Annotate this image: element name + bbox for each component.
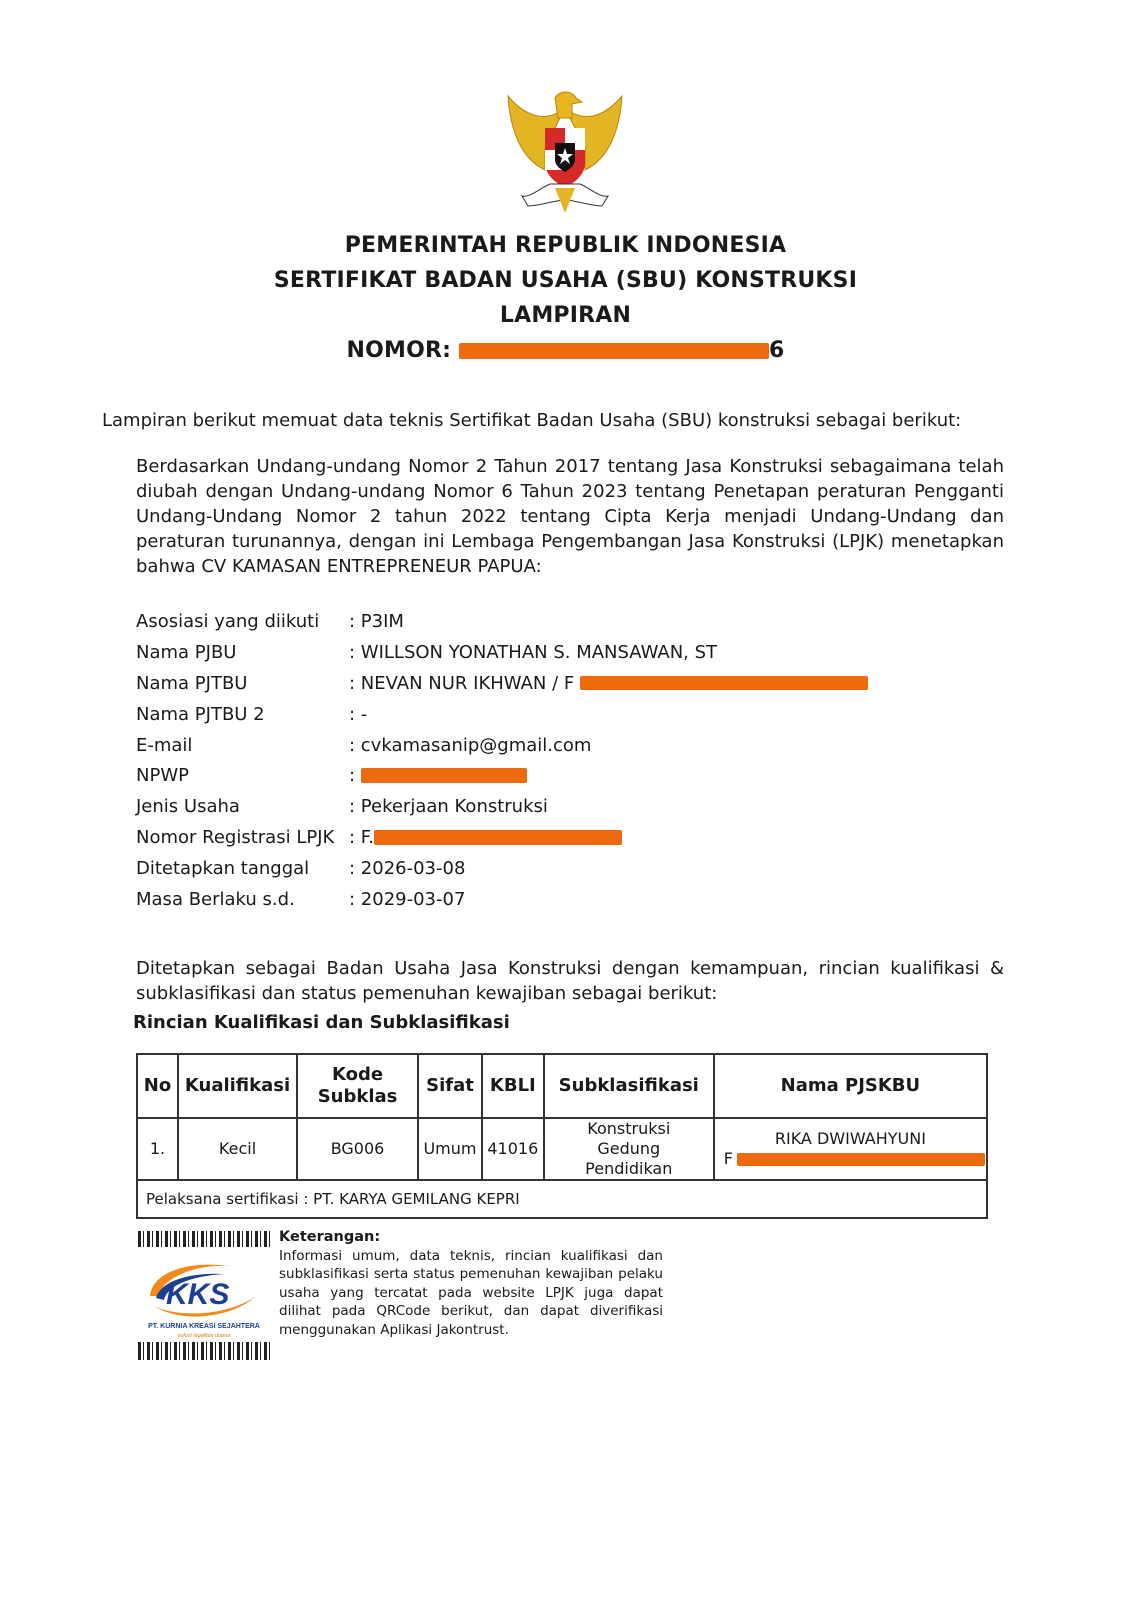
pjskbu-name: RIKA DWIWAHYUNI xyxy=(774,1129,926,1148)
intro-text: Lampiran berikut memuat data teknis Sertifikat Badan Usaha (SBU) konstruksi sebagai berikut: xyxy=(102,410,962,431)
header-line-2: SERTIFIKAT BADAN USAHA (SBU) KONSTRUKSI xyxy=(273,268,858,293)
field-label: Nama PJTBU xyxy=(136,672,248,694)
pjskbu-id-prefix: F xyxy=(723,1149,733,1168)
table-header-row xyxy=(137,1054,987,1118)
field-masa-berlaku xyxy=(136,884,868,915)
field-label: Ditetapkan tanggal xyxy=(136,858,310,880)
cell-kbli: 41016 xyxy=(482,1118,544,1180)
col-kode-subklas: Kode Subklas xyxy=(297,1054,418,1118)
field-value: : 2026-03-08 xyxy=(349,858,466,880)
qr-code-bottom-icon xyxy=(138,1342,270,1360)
qualification-table xyxy=(136,1053,988,1219)
cell-kualifikasi: Kecil xyxy=(178,1118,297,1180)
field-email xyxy=(136,730,868,761)
field-value: : P3IM xyxy=(349,610,404,632)
header-line-3: LAMPIRAN xyxy=(499,303,632,328)
qr-code-top-icon xyxy=(138,1231,270,1247)
table-row xyxy=(137,1118,987,1180)
field-label: Jenis Usaha xyxy=(136,796,240,818)
garuda-emblem-icon xyxy=(500,88,630,220)
field-pjtbu-2 xyxy=(136,699,868,730)
field-jenis-usaha xyxy=(136,791,868,822)
logo-company: PT. KURNIA KREASI SEJAHTERA xyxy=(148,1323,260,1330)
col-nama-pjskbu: Nama PJSKBU xyxy=(714,1054,987,1118)
field-npwp xyxy=(136,760,868,791)
cell-no: 1. xyxy=(137,1118,178,1180)
field-ditetapkan xyxy=(136,853,868,884)
nomor-redaction xyxy=(459,343,769,359)
cell-subklasifikasi: Konstruksi Gedung Pendidikan xyxy=(544,1118,714,1180)
field-registrasi-lpjk xyxy=(136,822,868,853)
field-label: Nama PJTBU 2 xyxy=(136,703,265,725)
table-footer-row xyxy=(137,1180,987,1218)
field-asosiasi xyxy=(136,606,868,637)
field-label: Masa Berlaku s.d. xyxy=(136,888,295,910)
col-no: No xyxy=(137,1054,178,1118)
determination-paragraph: Ditetapkan sebagai Badan Usaha Jasa Konstruksi dengan kemampuan, rincian kualifikasi & subklasifikasi dan status pemenuhan kewajiban sebagai berikut: xyxy=(136,958,1004,1004)
col-kualifikasi: Kualifikasi xyxy=(178,1054,297,1118)
cell-pjskbu xyxy=(714,1118,987,1180)
field-label: Nomor Registrasi LPJK xyxy=(136,827,335,849)
cell-kode: BG006 xyxy=(297,1118,418,1180)
col-sifat: Sifat xyxy=(418,1054,482,1118)
field-label: Nama PJBU xyxy=(136,641,237,663)
field-value: : xyxy=(349,765,361,787)
logo-tagline: solusi legalitas utama xyxy=(177,1333,231,1339)
npwp-redaction xyxy=(361,768,527,783)
field-value: : cvkamasanip@gmail.com xyxy=(349,734,592,756)
field-value: : WILLSON YONATHAN S. MANSAWAN, ST xyxy=(349,641,718,663)
document-header xyxy=(0,228,1131,368)
field-value: : F. xyxy=(349,827,374,849)
pelaksana-sertifikasi: Pelaksana sertifikasi : PT. KARYA GEMILANG KEPRI xyxy=(137,1180,987,1218)
field-label: Asosiasi yang diikuti xyxy=(136,610,320,632)
col-subklasifikasi: Subklasifikasi xyxy=(544,1054,714,1118)
col-kbli: KBLI xyxy=(482,1054,544,1118)
nomor-label: NOMOR: xyxy=(346,338,459,363)
keterangan-title: Keterangan: xyxy=(279,1229,381,1245)
header-line-1: PEMERINTAH REPUBLIK INDONESIA xyxy=(344,233,787,258)
field-value: : - xyxy=(349,703,368,725)
pjskbu-id-redaction xyxy=(737,1153,985,1166)
registrasi-redaction xyxy=(374,830,622,845)
nomor-line xyxy=(0,333,1131,368)
keterangan-body: Informasi umum, data teknis, rincian kualifikasi dan subklasifikasi serta status pemenuhan kewajiban pelaku usaha yang tercatat pada website LPJK juga dapat dilihat pada QRCode berikut, dan dapat diverifikasi menggunakan Aplikasi Jakontrust. xyxy=(279,1247,663,1338)
table-title: Rincian Kualifikasi dan Subklasifikasi xyxy=(133,1012,510,1033)
field-pjtbu xyxy=(136,668,868,699)
field-label: NPWP xyxy=(136,765,189,787)
kks-logo-icon xyxy=(138,1252,270,1342)
field-value: : Pekerjaan Konstruksi xyxy=(349,796,548,818)
field-pjbu xyxy=(136,637,868,668)
field-value: : 2029-03-07 xyxy=(349,888,466,910)
field-label: E-mail xyxy=(136,734,193,756)
logo-mark: KKS xyxy=(166,1278,230,1311)
pjtbu-id-redaction xyxy=(580,676,868,690)
keterangan-block xyxy=(279,1228,663,1339)
cell-sifat: Umum xyxy=(418,1118,482,1180)
legal-basis-paragraph: Berdasarkan Undang-undang Nomor 2 Tahun 2017 tentang Jasa Konstruksi sebagaimana telah diubah dengan Undang-undang Nomor 6 Tahun 2023 tentang Penetapan peraturan Pengganti Undang-Undang Nomor 2 tahun 2022 tentang Cipta Kerja menjadi Undang-Undang dan peraturan turunannya, dengan ini Lembaga Pengembangan Jasa Konstruksi (LPJK) menetapkan bahwa CV KAMASAN ENTREPRENEUR PAPUA: xyxy=(136,456,1004,577)
nomor-suffix: 6 xyxy=(769,338,785,363)
company-fields xyxy=(136,606,868,915)
field-value: : NEVAN NUR IKHWAN / F xyxy=(349,672,580,694)
